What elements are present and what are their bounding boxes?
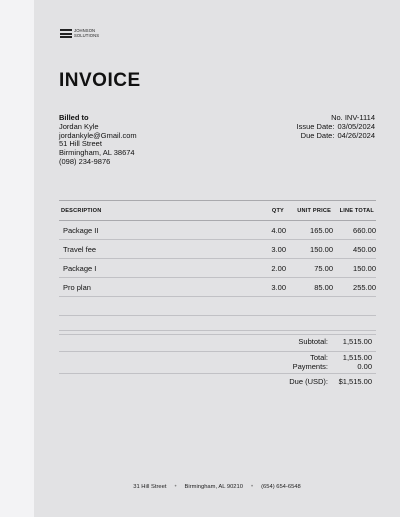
total-label: Total: bbox=[310, 353, 328, 362]
table-row bbox=[59, 278, 376, 297]
row-description: Package II bbox=[63, 225, 99, 235]
total-value: 1,515.00 bbox=[342, 353, 372, 362]
client-name: Jordan Kyle bbox=[59, 121, 99, 131]
page-footer bbox=[34, 484, 400, 490]
payments-label: Payments: bbox=[292, 361, 328, 371]
due-date-label: Due Date: bbox=[300, 130, 335, 140]
left-margin bbox=[0, 0, 34, 517]
header-description: DESCRIPTION bbox=[61, 207, 102, 214]
table-row bbox=[59, 259, 376, 278]
issue-date-label: Issue Date: bbox=[296, 121, 335, 131]
header-unit-price: UNIT PRICE bbox=[297, 207, 331, 214]
billed-to-block bbox=[59, 114, 137, 167]
invoice-meta bbox=[297, 114, 375, 140]
invoice-title: INVOICE bbox=[59, 70, 141, 91]
row-qty: 3.00 bbox=[271, 244, 286, 254]
row-unit-price: 150.00 bbox=[310, 244, 333, 254]
footer-address: 31 Hill Street bbox=[133, 484, 167, 490]
due-label: Due (USD): bbox=[289, 377, 328, 386]
subtotal-label: Subtotal: bbox=[298, 336, 328, 346]
row-unit-price: 85.00 bbox=[314, 282, 333, 292]
total-payments-row bbox=[59, 352, 376, 374]
company-name bbox=[74, 29, 99, 38]
amount-due-row bbox=[59, 374, 376, 389]
table-row-empty bbox=[59, 297, 376, 316]
footer-separator: • bbox=[174, 484, 177, 490]
company-logo bbox=[60, 29, 99, 38]
client-email: jordankyle@Gmail.com bbox=[59, 130, 137, 140]
table-row bbox=[59, 240, 376, 259]
row-qty: 3.00 bbox=[271, 282, 286, 292]
company-name-line1: JOHNSON bbox=[74, 28, 96, 33]
row-description: Pro plan bbox=[63, 282, 91, 292]
footer-separator: • bbox=[250, 484, 254, 490]
row-line-total: 450.00 bbox=[353, 244, 376, 254]
totals-summary bbox=[59, 330, 376, 389]
row-description: Package I bbox=[63, 263, 97, 273]
row-unit-price: 165.00 bbox=[310, 225, 333, 235]
table-row bbox=[59, 221, 376, 240]
company-name-line2: SOLUTIONS bbox=[74, 32, 100, 38]
row-line-total: 150.00 bbox=[353, 263, 376, 273]
subtotal-value: 1,515.00 bbox=[342, 336, 372, 346]
header-line-total: LINE TOTAL bbox=[339, 207, 374, 214]
subtotal-row bbox=[59, 331, 376, 352]
stacked-bars-logo-icon bbox=[60, 29, 72, 38]
issue-date: 03/05/2024 bbox=[337, 121, 375, 131]
payments-value: 0.00 bbox=[357, 361, 372, 371]
row-unit-price: 75.00 bbox=[314, 263, 333, 273]
due-value: $1,515.00 bbox=[338, 377, 372, 386]
line-items-table bbox=[59, 200, 376, 335]
header-qty: QTY bbox=[271, 207, 284, 214]
row-line-total: 255.00 bbox=[353, 282, 376, 292]
footer-phone: (654) 654-6548 bbox=[261, 484, 301, 490]
invoice-number: No. INV-1114 bbox=[331, 113, 375, 122]
due-date: 04/26/2024 bbox=[337, 130, 375, 140]
client-phone: (098) 234-9876 bbox=[59, 156, 111, 166]
row-line-total: 660.00 bbox=[353, 225, 376, 235]
row-description: Travel fee bbox=[63, 244, 97, 254]
footer-city: Birmingham, AL 90210 bbox=[184, 484, 243, 490]
table-header bbox=[59, 200, 376, 221]
client-street: 51 Hill Street bbox=[59, 139, 102, 149]
billed-to-label: Billed to bbox=[59, 113, 89, 122]
row-qty: 2.00 bbox=[271, 263, 286, 273]
client-city: Birmingham, AL 38674 bbox=[59, 148, 135, 158]
row-qty: 4.00 bbox=[271, 225, 286, 235]
